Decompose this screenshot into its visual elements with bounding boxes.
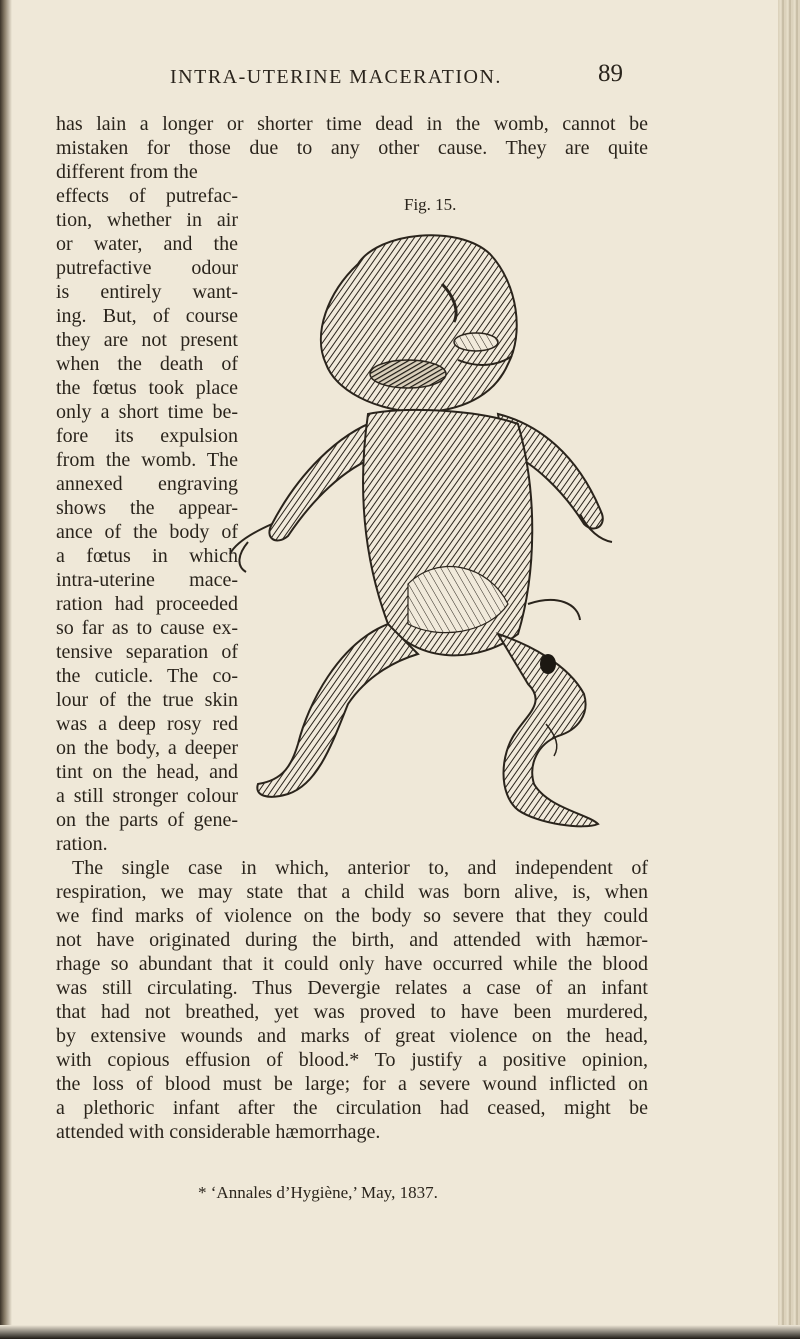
text-line: has lain a longer or shorter time dead in the womb, cannot be — [56, 113, 648, 135]
text-line: tint on the head, and — [56, 761, 238, 783]
text-line: different from the — [56, 161, 198, 183]
text-line: ration had proceeded — [56, 593, 238, 615]
page-binding-edge — [0, 0, 12, 1339]
text-line: they are not present — [56, 329, 238, 351]
text-line: effects of putrefac- — [56, 185, 238, 207]
text-line: so far as to cause ex- — [56, 617, 238, 639]
text-line: lour of the true skin — [56, 689, 238, 711]
text-line: tion, whether in air — [56, 209, 238, 231]
text-line: with copious effusion of blood.* To justify a positive opinion, — [56, 1049, 648, 1071]
text-line: ration. — [56, 833, 108, 855]
text-line: respiration, we may state that a child was born alive, is, when — [56, 881, 648, 903]
text-line: was a deep rosy red — [56, 713, 238, 735]
text-line: attended with considerable hæmorrhage. — [56, 1121, 381, 1143]
text-line: was still circulating. Thus Devergie relates a case of an infant — [56, 977, 648, 999]
fetus-engraving — [228, 224, 628, 844]
text-line: annexed engraving — [56, 473, 238, 495]
text-line: or water, and the — [56, 233, 238, 255]
text-line: a still stronger colour — [56, 785, 238, 807]
text-line: on the parts of gene- — [56, 809, 238, 831]
running-head: INTRA-UTERINE MACERATION. — [170, 66, 502, 88]
text-line: only a short time be- — [56, 401, 238, 423]
text-line: rhage so abundant that it could only have occurred while the blood — [56, 953, 648, 975]
text-line: fore its expulsion — [56, 425, 238, 447]
text-line: that had not breathed, yet was proved to have been murdered, — [56, 1001, 648, 1023]
text-line: on the body, a deeper — [56, 737, 238, 759]
text-line: shows the appear- — [56, 497, 238, 519]
page-bottom-edge — [0, 1325, 800, 1339]
text-line: is entirely want- — [56, 281, 238, 303]
text-line: when the death of — [56, 353, 238, 375]
text-line: putrefactive odour — [56, 257, 238, 279]
figure-label: Fig. 15. — [404, 195, 457, 214]
text-line: ance of the body of — [56, 521, 238, 543]
text-line: ing. But, of course — [56, 305, 238, 327]
text-line: the loss of blood must be large; for a severe wound inflicted on — [56, 1073, 648, 1095]
footnote: * ‘Annales d’Hygiène,’ May, 1837. — [198, 1183, 438, 1202]
text-line: the cuticle. The co- — [56, 665, 238, 687]
text-line: a fœtus in which — [56, 545, 238, 567]
text-line: mistaken for those due to any other cause. They are quite — [56, 137, 648, 159]
text-line: we find marks of violence on the body so severe that they could — [56, 905, 648, 927]
page-fore-edge — [778, 0, 800, 1339]
text-line: intra-uterine mace- — [56, 569, 238, 591]
text-line: not have originated during the birth, and attended with hæmor- — [56, 929, 648, 951]
text-line: the fœtus took place — [56, 377, 238, 399]
text-line: The single case in which, anterior to, and independent of — [72, 857, 648, 879]
text-line: from the womb. The — [56, 449, 238, 471]
text-line: a plethoric infant after the circulation had ceased, might be — [56, 1097, 648, 1119]
text-line: tensive separation of — [56, 641, 238, 663]
page-number: 89 — [598, 60, 623, 87]
text-line: by extensive wounds and marks of great violence on the head, — [56, 1025, 648, 1047]
